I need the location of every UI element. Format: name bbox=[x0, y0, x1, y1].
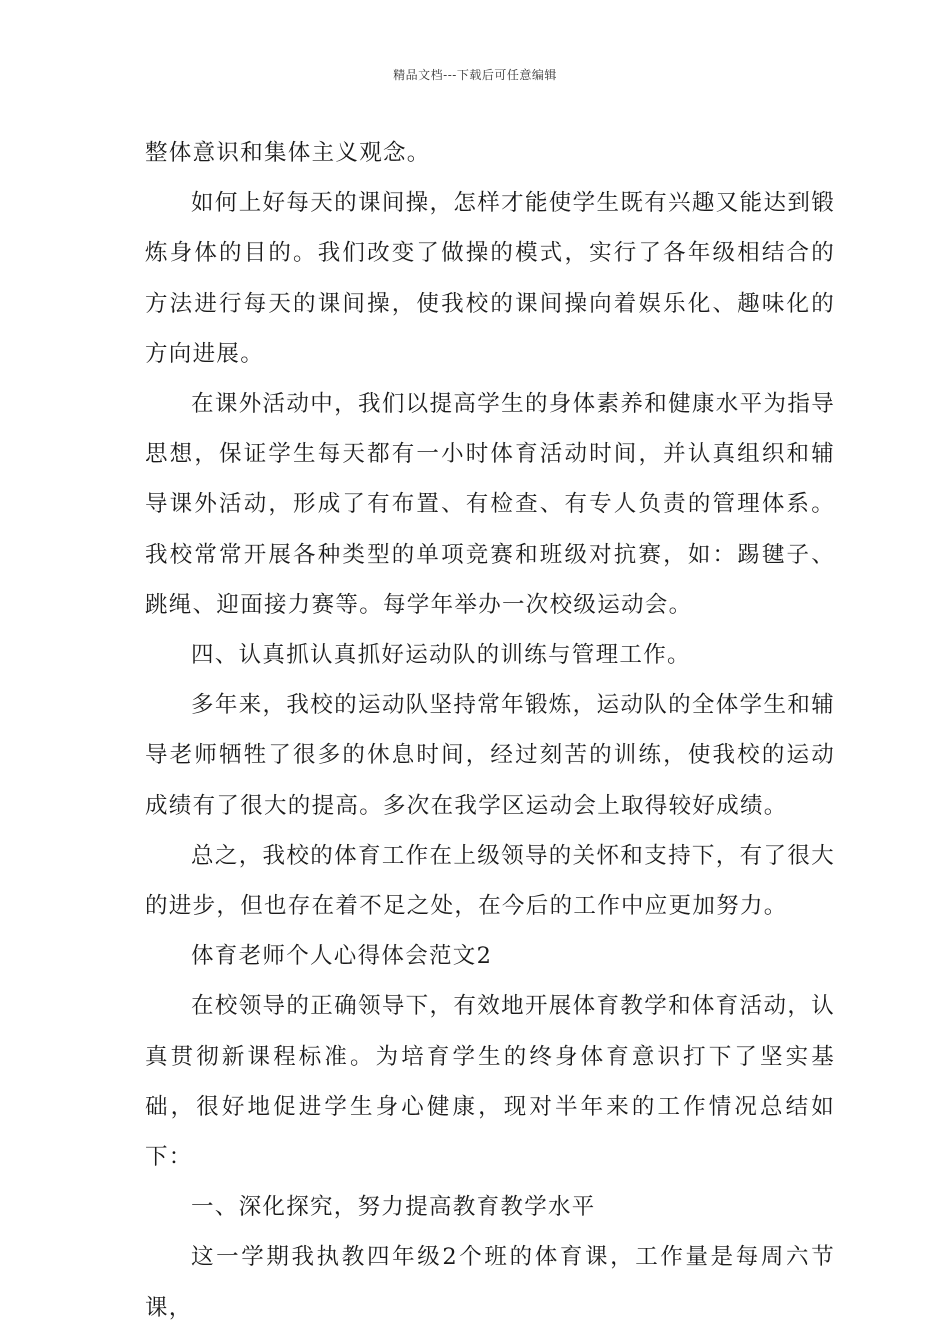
paragraph-intro: 在校领导的正确领导下，有效地开展体育教学和体育活动，认真贯彻新课程标准。为培育学生的终身体育意识打下了坚实基础，很好地促进学生身心健康，现对半年来的工作情况总结如下： bbox=[145, 993, 835, 1171]
section-heading-sports-team: 四、认真抓认真抓好运动队的训练与管理工作。 bbox=[191, 642, 691, 669]
paragraph-extracurricular: 在课外活动中，我们以提高学生的身体素养和健康水平为指导思想，保证学生每天都有一小时体育活动时间，并认真组织和辅导课外活动，形成了有布置、有检查、有专人负责的管理体系。我校常常开展各种类型的单项竞赛和班级对抗赛，如：踢毽子、跳绳、迎面接力赛等。每学年举办一次校级运动会。 bbox=[145, 391, 835, 618]
paragraph-sports-team: 多年来，我校的运动队坚持常年锻炼，运动队的全体学生和辅导老师牺牲了很多的休息时间，经过刻苦的训练，使我校的运动成绩有了很大的提高。多次在我学区运动会上取得较好成绩。 bbox=[145, 692, 835, 819]
page-header: 精品文档---下载后可任意编辑 bbox=[393, 68, 557, 82]
article-title: 体育老师个人心得体会范文2 bbox=[191, 943, 493, 970]
document-body bbox=[145, 128, 835, 1333]
paragraph-workload: 这一学期我执教四年级2个班的体育课，工作量是每周六节课， bbox=[145, 1244, 835, 1321]
section-heading-research: 一、深化探究，努力提高教育教学水平 bbox=[191, 1194, 596, 1221]
paragraph-summary: 总之，我校的体育工作在上级领导的关怀和支持下，有了很大的进步，但也存在着不足之处，在今后的工作中应更加努力。 bbox=[145, 842, 835, 920]
paragraph-continuation: 整体意识和集体主义观念。 bbox=[145, 140, 431, 166]
paragraph-morning-exercise: 如何上好每天的课间操，怎样才能使学生既有兴趣又能达到锻炼身体的目的。我们改变了做操的模式，实行了各年级相结合的方法进行每天的课间操，使我校的课间操向着娱乐化、趣味化的方向进展。 bbox=[145, 190, 835, 367]
